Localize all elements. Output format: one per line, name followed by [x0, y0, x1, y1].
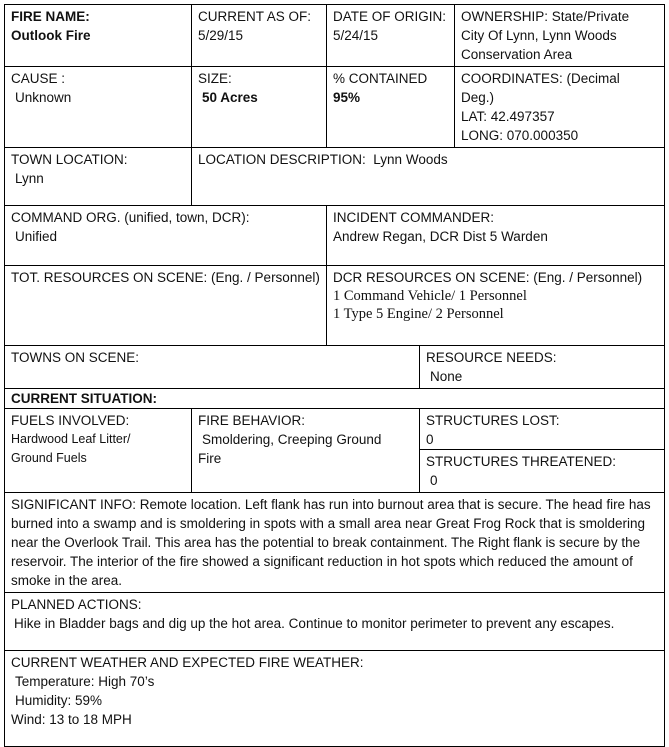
fire-name-value: Outlook Fire	[11, 28, 91, 43]
fuels-involved-line: Ground Fuels	[11, 451, 87, 465]
structures-lost-box	[420, 409, 664, 450]
fire-name-label: FIRE NAME:	[11, 9, 90, 24]
date-of-origin-label: DATE OF ORIGIN:	[333, 9, 447, 24]
current-situation-header: CURRENT SITUATION:	[5, 389, 665, 409]
fire-behavior-cell	[192, 409, 420, 493]
planned-actions-cell	[5, 593, 665, 651]
tot-resources-cell	[5, 266, 327, 346]
structures-lost-label: STRUCTURES LOST:	[426, 413, 560, 428]
dcr-resources-item: 1 Command Vehicle/ 1 Personnel	[333, 288, 527, 304]
current-as-of-label: CURRENT AS OF:	[198, 9, 312, 24]
town-location-cell	[5, 148, 192, 206]
town-location-value: Lynn	[15, 171, 44, 186]
dcr-resources-item: 1 Type 5 Engine/ 2 Personnel	[333, 306, 504, 322]
structures-threatened-box	[420, 450, 664, 492]
location-description-value: Lynn Woods	[373, 152, 448, 167]
weather-label: CURRENT WEATHER AND EXPECTED FIRE WEATHER:	[11, 655, 364, 670]
size-value: 50 Acres	[202, 90, 258, 105]
cause-cell	[5, 67, 192, 148]
command-org-value: Unified	[15, 229, 58, 244]
weather-wind: Wind: 13 to 18 MPH	[11, 712, 132, 727]
dcr-resources-label: DCR RESOURCES ON SCENE: (Eng. / Personnel)	[333, 270, 643, 285]
resource-needs-value: None	[430, 369, 463, 384]
command-org-cell	[5, 206, 327, 266]
cause-value: Unknown	[15, 90, 72, 105]
towns-on-scene-cell	[5, 346, 420, 389]
current-as-of-cell	[192, 5, 327, 67]
significant-info-text: Remote location. Left flank has run into burnout area that is secure. The head fire has burned into a swamp and is smoldering in spots with a small area near Great Frog Rock that is smoldering near the Overlook Trail. This area has the potential to break containment. The Right flank is secure by the reservoir. The interior of the fire showed a significant reduction in hot spots which reduced the amount of smoke in the area.	[11, 497, 651, 588]
size-label: SIZE:	[198, 71, 232, 86]
structures-threatened-label: STRUCTURES THREATENED:	[426, 454, 617, 469]
location-description-label: LOCATION DESCRIPTION:	[198, 152, 366, 167]
date-of-origin-value: 5/24/15	[333, 28, 379, 43]
planned-actions-label: PLANNED ACTIONS:	[11, 597, 142, 612]
tot-resources-label: TOT. RESOURCES ON SCENE: (Eng. / Personnel)	[11, 270, 320, 285]
significant-info-cell	[5, 493, 665, 593]
ownership-cell	[455, 5, 665, 67]
structures-lost-value: 0	[426, 432, 434, 447]
town-location-label: TOWN LOCATION:	[11, 152, 128, 167]
incident-commander-label: INCIDENT COMMANDER:	[333, 210, 495, 225]
weather-humidity: Humidity: 59%	[15, 693, 103, 708]
fire-behavior-value: Smoldering, Creeping Ground	[202, 432, 382, 447]
coordinates-label: COORDINATES: (Decimal	[461, 71, 620, 86]
ownership-label: OWNERSHIP:	[461, 9, 549, 24]
fire-behavior-value-cont: Fire	[198, 451, 222, 466]
current-as-of-value: 5/29/15	[198, 28, 244, 43]
ownership-line-2: Conservation Area	[461, 47, 573, 62]
fuels-involved-cell	[5, 409, 192, 493]
structures-cell	[420, 409, 665, 493]
dcr-resources-cell	[327, 266, 665, 346]
weather-temperature: Temperature: High 70’s	[15, 674, 155, 689]
fuels-involved-label: FUELS INVOLVED:	[11, 413, 130, 428]
significant-info-label: SIGNIFICANT INFO:	[11, 497, 137, 512]
contained-value: 95%	[333, 90, 361, 105]
contained-cell	[327, 67, 455, 148]
date-of-origin-cell	[327, 5, 455, 67]
fire-name-cell	[5, 5, 192, 67]
coordinates-long: LONG: 070.000350	[461, 128, 579, 143]
ownership-value: State/Private	[551, 9, 630, 24]
incident-commander-value: Andrew Regan, DCR Dist 5 Warden	[333, 229, 548, 244]
fuels-involved-line: Hardwood Leaf Litter/	[11, 432, 131, 446]
planned-actions-text: Hike in Bladder bags and dig up the hot area. Continue to monitor perimeter to prevent any escapes.	[14, 616, 615, 631]
coordinates-cell	[455, 67, 665, 148]
weather-cell	[5, 651, 665, 747]
resource-needs-label: RESOURCE NEEDS:	[426, 350, 557, 365]
towns-on-scene-label: TOWNS ON SCENE:	[11, 350, 140, 365]
location-description-cell	[192, 148, 665, 206]
cause-label: CAUSE :	[11, 71, 66, 86]
ownership-line-1: City Of Lynn, Lynn Woods	[461, 28, 617, 43]
contained-label: % CONTAINED	[333, 71, 428, 86]
structures-threatened-value: 0	[430, 473, 438, 488]
command-org-label: COMMAND ORG. (unified, town, DCR):	[11, 210, 250, 225]
fire-report-form	[4, 4, 665, 747]
fire-behavior-label: FIRE BEHAVIOR:	[198, 413, 306, 428]
size-cell	[192, 67, 327, 148]
coordinates-label-cont: Deg.)	[461, 90, 495, 105]
coordinates-lat: LAT: 42.497357	[461, 109, 555, 124]
incident-commander-cell	[327, 206, 665, 266]
resource-needs-cell	[420, 346, 665, 389]
